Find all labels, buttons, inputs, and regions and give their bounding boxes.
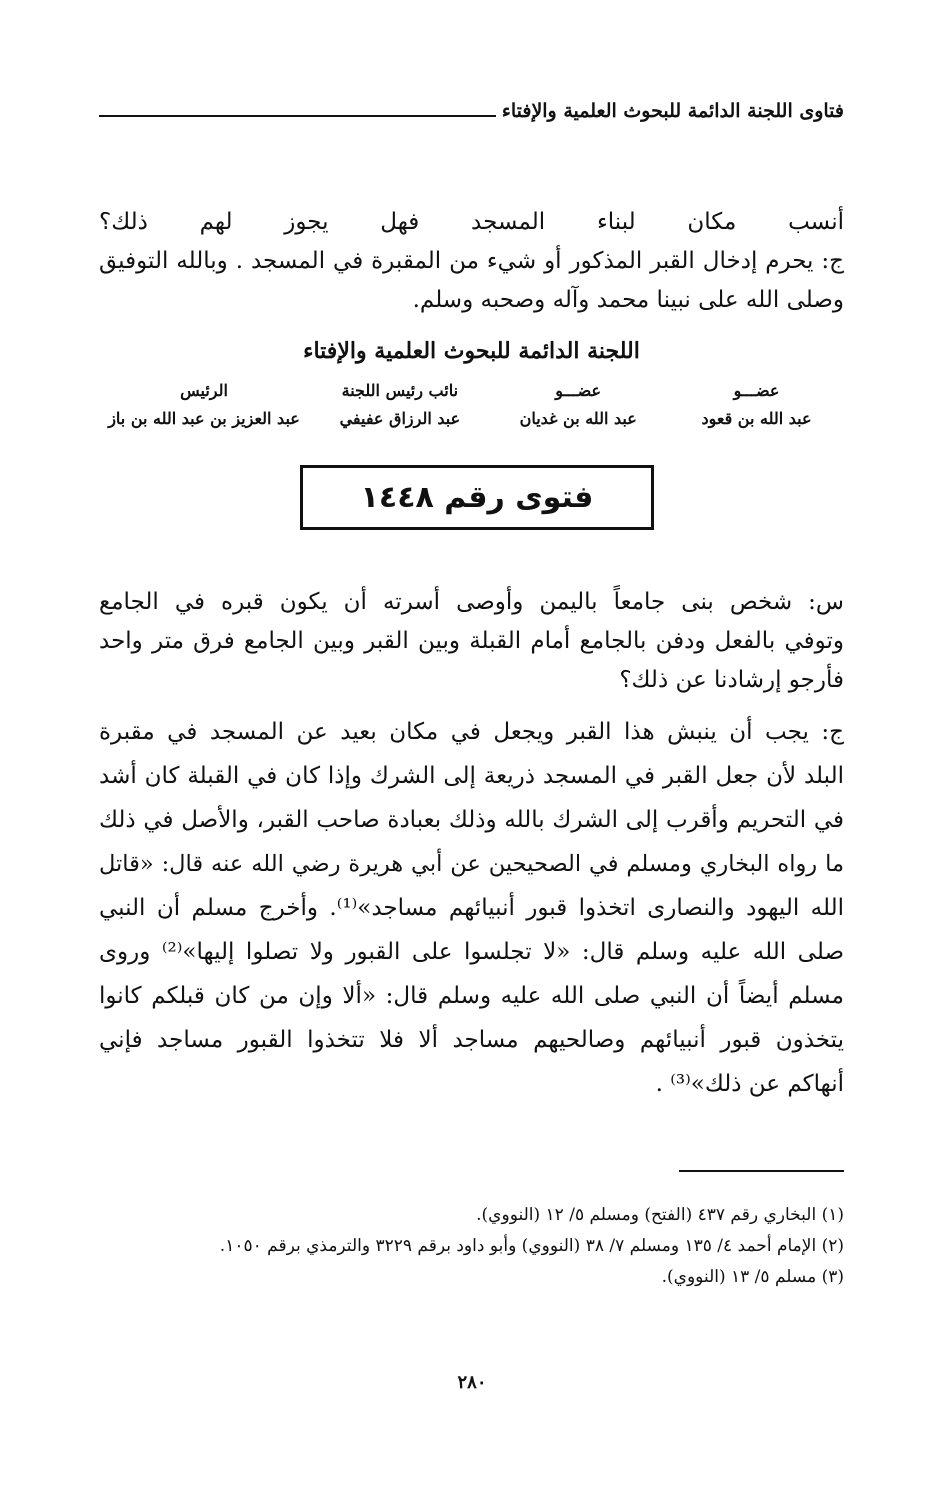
text-line: وتوفي بالفعل ودفن بالجامع أمام القبلة وبين القبر وبين الجامع فرق متر واحد bbox=[99, 628, 844, 654]
member-name: عبد الرزاق عفيفي bbox=[339, 409, 461, 428]
text-line: الله اليهود والنصارى اتخذوا قبور أنبيائهم مساجد»⁽¹⁾. وأخرج مسلم أن النبي bbox=[99, 895, 844, 921]
footnote: (١) البخاري رقم ٤٣٧ (الفتح) ومسلم ٥/ ١٢ (النووي). bbox=[476, 1205, 844, 1225]
footnote: (٣) مسلم ٥/ ١٣ (النووي). bbox=[661, 1267, 844, 1287]
signature-vice-chair bbox=[312, 378, 487, 434]
running-header bbox=[99, 88, 844, 122]
text-line: ج: يجب أن ينبش هذا القبر ويجعل في مكان بعيد عن المسجد في مقبرة bbox=[99, 719, 844, 745]
member-name: عبد الله بن قعود bbox=[701, 409, 812, 428]
text-line: أنسب مكان لبناء المسجد فهل يجوز لهم ذلك؟ bbox=[99, 209, 844, 235]
member-role: الرئيس bbox=[180, 381, 228, 400]
member-role: نائب رئيس اللجنة bbox=[341, 381, 459, 400]
text-line: فأرجو إرشادنا عن ذلك؟ bbox=[619, 667, 844, 693]
fatwa-title: فتوى رقم ١٤٤٨ bbox=[360, 480, 594, 515]
question bbox=[99, 583, 844, 700]
committee-title: اللجنة الدائمة للبحوث العلمية والإفتاء bbox=[303, 338, 640, 364]
answer bbox=[99, 710, 844, 1106]
signature-member bbox=[491, 378, 666, 434]
member-name: عبد العزيز بن عبد الله بن باز bbox=[108, 409, 300, 428]
signature-block bbox=[99, 378, 844, 434]
footnote-rule bbox=[679, 1170, 844, 1172]
text-line: س: شخص بنى جامعاً باليمن وأوصى أسرته أن يكون قبره في الجامع bbox=[99, 589, 844, 615]
signature-chair bbox=[99, 378, 309, 434]
text-line: ج: يحرم إدخال القبر المذكور أو شيء من المقبرة في المسجد . وبالله التوفيق bbox=[99, 248, 844, 274]
text-line: البلد لأن جعل القبر في المسجد ذريعة إلى الشرك وإذا كان في القبلة كان أشد bbox=[99, 763, 844, 789]
text-line: في التحريم وأقرب إلى الشرك بالله وذلك بعبادة صاحب القبر، والأصل في ذلك bbox=[99, 807, 844, 833]
running-header-title: فتاوى اللجنة الدائمة للبحوث العلمية والإفتاء bbox=[501, 100, 844, 122]
footnote: (٢) الإمام أحمد ٤/ ١٣٥ ومسلم ٧/ ٣٨ (النووي) وأبو داود برقم ٣٢٢٩ والترمذي برقم ١٠٥٠. bbox=[219, 1236, 844, 1256]
previous-answer bbox=[99, 203, 844, 320]
text-line: أنهاكم عن ذلك»⁽³⁾ . bbox=[655, 1071, 844, 1097]
member-name: عبد الله بن غديان bbox=[519, 409, 637, 428]
member-role: عضـــو bbox=[733, 381, 780, 400]
member-role: عضـــو bbox=[555, 381, 602, 400]
header-rule bbox=[99, 115, 496, 117]
text-line: مسلم أيضاً أن النبي صلى الله عليه وسلم قال: «ألا وإن من كان قبلكم كانوا bbox=[99, 983, 844, 1009]
text-line: صلى الله عليه وسلم قال: «لا تجلسوا على القبور ولا تصلوا إليها»⁽²⁾ وروى bbox=[99, 939, 844, 965]
fatwa-number-box bbox=[300, 465, 654, 530]
signature-member bbox=[669, 378, 844, 434]
text-line: يتخذون قبور أنبيائهم وصالحيهم مساجد ألا فلا تتخذوا القبور مساجد فإني bbox=[99, 1027, 844, 1053]
text-line: ما رواه البخاري ومسلم في الصحيحين عن أبي هريرة رضي الله عنه قال: «قاتل bbox=[99, 851, 844, 877]
page-number: ٢٨٠ bbox=[457, 1372, 487, 1393]
text-line: وصلى الله على نبينا محمد وآله وصحبه وسلم. bbox=[412, 287, 844, 313]
footnotes bbox=[99, 1200, 844, 1293]
